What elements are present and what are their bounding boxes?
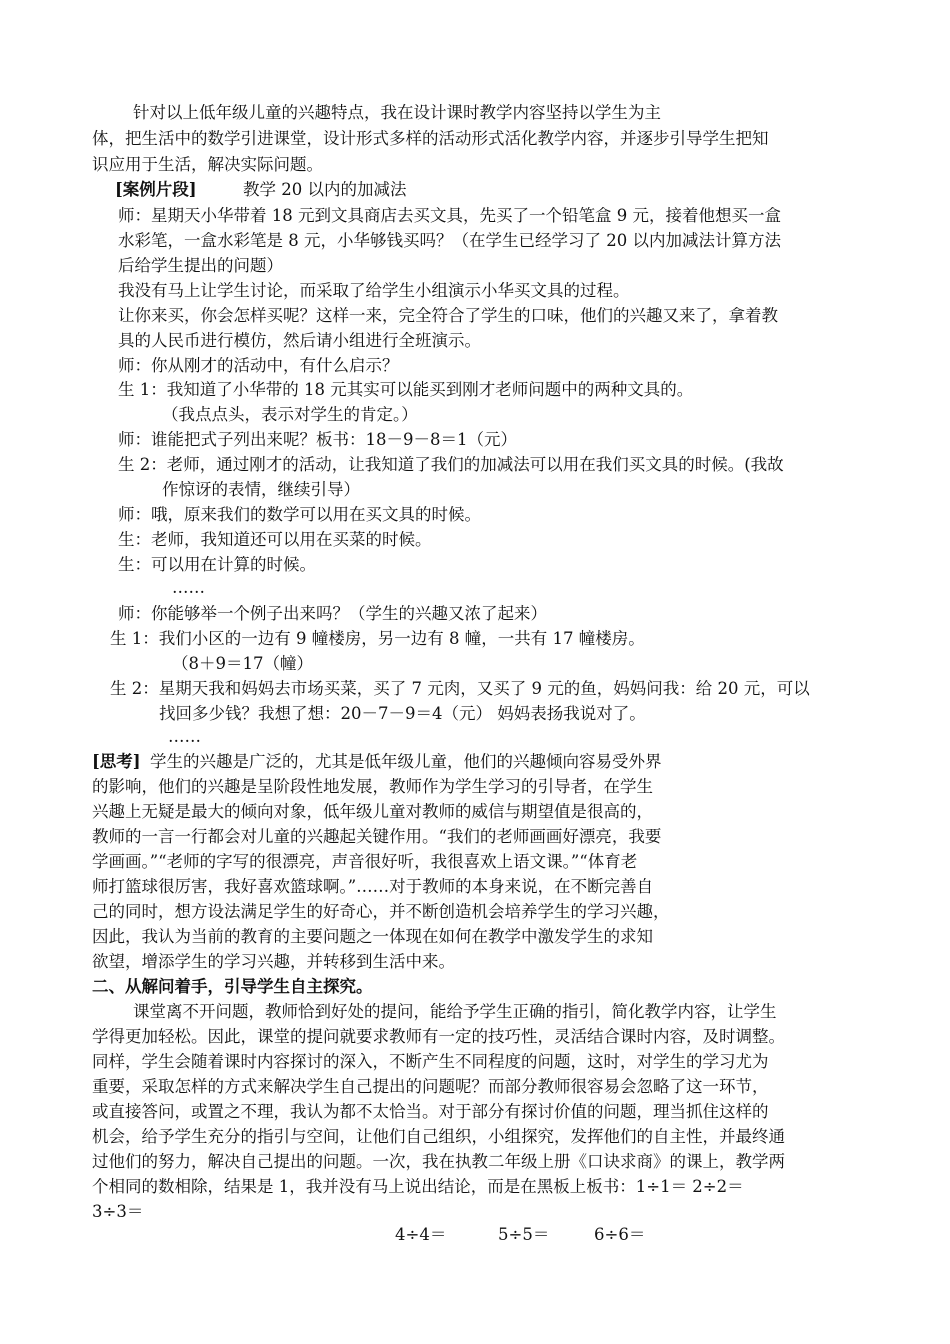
dialogue-line: 生：可以用在计算的时候。: [118, 555, 316, 574]
section-line: 机会，给予学生充分的指引与空间，让他们自己组织，小组探究，发挥他们的自主性，并最终通: [92, 1127, 785, 1146]
formula: 5÷5＝: [498, 1225, 550, 1244]
section-line: 学得更加轻松。因此，课堂的提问就要求教师有一定的技巧性，灵活结合课时内容，及时调整。: [92, 1027, 785, 1046]
reflection-line: 师打篮球很厉害，我好喜欢篮球啊。”……对于教师的本身来说，在不断完善自: [92, 877, 654, 896]
dialogue-line: 生 2：老师，通过刚才的活动，让我知道了我们的加减法可以用在我们买文具的时候。(我故: [118, 455, 784, 474]
dialogue-line: 后给学生提出的问题）: [118, 256, 283, 275]
section-line: 或直接答问，或置之不理，我认为都不太恰当。对于部分有探讨价值的问题，理当抓住这样的: [92, 1102, 769, 1121]
reflection-line: 兴趣上无疑是最大的倾向对象，低年级儿童对教师的威信与期望值是很高的，: [92, 802, 653, 821]
case-title: 教学 20 以内的加减法: [243, 180, 407, 199]
formula: 6÷6＝: [594, 1225, 646, 1244]
dialogue-line: 找回多少钱？我想了想：20－7－9＝4（元） 妈妈表扬我说对了。: [159, 704, 646, 723]
intro-line: 针对以上低年级儿童的兴趣特点，我在设计课时教学内容坚持以学生为主: [133, 103, 661, 122]
dialogue-line: 作惊讶的表情，继续引导）: [162, 480, 360, 499]
reflection-line: 学画画。”“老师的字写的很漂亮，声音很好听，我很喜欢上语文课。”“体育老: [92, 852, 638, 871]
dialogue-line: 师：星期天小华带着 18 元到文具商店去买文具，先买了一个铅笔盒 9 元，接着他想买一盒: [118, 206, 781, 225]
dialogue-line: （8＋9＝17（幢）: [172, 654, 313, 673]
dialogue-ellipsis: ……: [168, 727, 201, 746]
reflection-line: 学生的兴趣是广泛的，尤其是低年级儿童，他们的兴趣倾向容易受外界: [150, 752, 662, 771]
section-heading: 二、从解问着手，引导学生自主探究。: [92, 977, 373, 996]
reflection-line: 己的同时，想方设法满足学生的好奇心，并不断创造机会培养学生的学习兴趣，: [92, 902, 670, 921]
dialogue-ellipsis: ……: [172, 578, 205, 597]
section-line: 过他们的努力，解决自己提出的问题。一次，我在执教二年级上册《口诀求商》的课上，教学两: [92, 1152, 785, 1171]
section-line: 课堂离不开问题，教师恰到好处的提问，能给予学生正确的指引，简化教学内容，让学生: [133, 1002, 777, 1021]
section-line: 3÷3＝: [92, 1202, 144, 1221]
dialogue-line: 生 1：我们小区的一边有 9 幢楼房，另一边有 8 幢，一共有 17 幢楼房。: [110, 629, 645, 648]
section-line: 同样，学生会随着课时内容探讨的深入，不断产生不同程度的问题，这时，对学生的学习尤为: [92, 1052, 769, 1071]
reflection-line: 欲望，增添学生的学习兴趣，并转移到生活中来。: [92, 952, 455, 971]
dialogue-line: 生 2：星期天我和妈妈去市场买菜，买了 7 元肉，又买了 9 元的鱼，妈妈问我：给 20 元，可以: [110, 679, 810, 698]
dialogue-line: 师：哦，原来我们的数学可以用在买文具的时候。: [118, 505, 481, 524]
section-line: 重要，采取怎样的方式来解决学生自己提出的问题呢？而部分教师很容易会忽略了这一环节，: [92, 1077, 769, 1096]
reflection-line: 教师的一言一行都会对儿童的兴趣起关键作用。“我们的老师画画好漂亮，我要: [92, 827, 662, 846]
dialogue-line: 师：你从刚才的活动中，有什么启示？: [118, 356, 399, 375]
dialogue-line: 师：谁能把式子列出来呢？板书：18－9－8＝1（元）: [118, 430, 517, 449]
formula: 4÷4＝: [395, 1225, 447, 1244]
section-line: 个相同的数相除，结果是 1，我并没有马上说出结论，而是在黑板上板书：1÷1＝ 2÷2＝: [92, 1177, 744, 1196]
reflection-label: [思考]: [92, 752, 141, 771]
dialogue-line: 让你来买，你会怎样买呢？这样一来，完全符合了学生的口味，他们的兴趣又来了，拿着教: [118, 306, 778, 325]
dialogue-line: 具的人民币进行模仿，然后请小组进行全班演示。: [118, 331, 481, 350]
dialogue-line: 师：你能够举一个例子出来吗？（学生的兴趣又浓了起来）: [118, 604, 547, 623]
intro-line: 体，把生活中的数学引进课堂，设计形式多样的活动形式活化教学内容，并逐步引导学生把知: [92, 129, 769, 148]
reflection-line: 的影响，他们的兴趣是呈阶段性地发展，教师作为学生学习的引导者，在学生: [92, 777, 653, 796]
dialogue-line: 生 1：我知道了小华带的 18 元其实可以能买到刚才老师问题中的两种文具的。: [118, 380, 694, 399]
dialogue-line: （我点点头，表示对学生的肯定。）: [162, 405, 418, 424]
dialogue-line: 我没有马上让学生讨论，而采取了给学生小组演示小华买文具的过程。: [118, 281, 630, 300]
reflection-line: 因此，我认为当前的教育的主要问题之一体现在如何在教学中激发学生的求知: [92, 927, 653, 946]
case-label: [案例片段]: [115, 180, 197, 199]
intro-line: 识应用于生活，解决实际问题。: [92, 155, 323, 174]
dialogue-line: 水彩笔，一盒水彩笔是 8 元，小华够钱买吗？（在学生已经学习了 20 以内加减法计算方法: [118, 231, 781, 250]
dialogue-line: 生：老师，我知道还可以用在买菜的时候。: [118, 530, 432, 549]
